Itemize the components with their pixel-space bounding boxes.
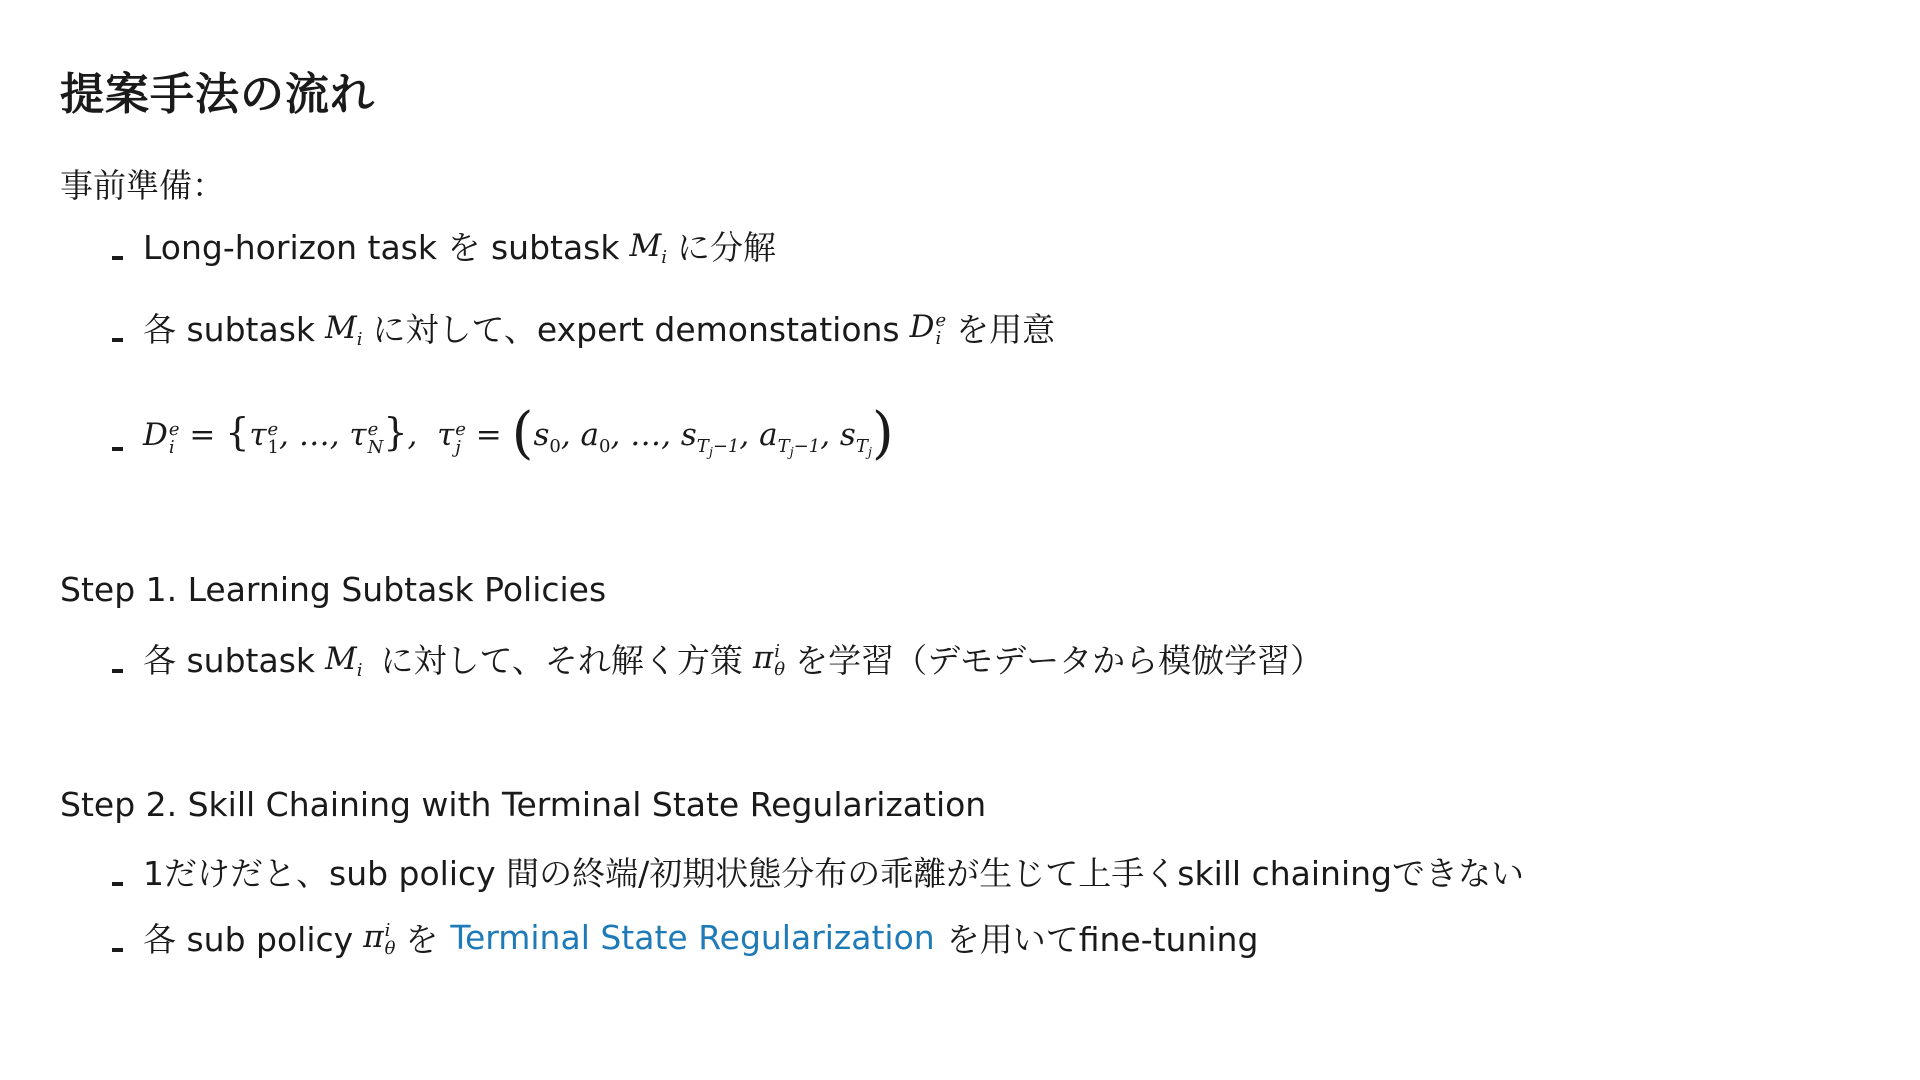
step2-bullet-2-post: を用いてfine-tuning <box>946 920 1259 959</box>
step2-bullet-2 <box>112 914 1258 961</box>
step1-bullet-1-post: を学習（デモデータから模倣学習） <box>795 641 1324 680</box>
prep-bullet-3 <box>112 401 904 469</box>
step1-bullet-1-pre: 各 subtask <box>143 641 316 680</box>
prep-bullet-2-post: を用意 <box>956 310 1056 349</box>
prep-bullet-2-pre: 各 subtask <box>143 310 316 349</box>
prep-bullet-2-mid: に対して、expert demonstations <box>372 310 900 349</box>
dash-icon <box>112 447 123 451</box>
dash-icon <box>112 882 123 886</box>
math-demo-D: D e i <box>909 308 947 350</box>
dash-icon <box>112 338 123 342</box>
step2-bullet-2-mid: を <box>405 920 439 959</box>
prep-bullet-2 <box>112 304 1055 351</box>
prep-bullet-1-post: に分解 <box>677 228 777 267</box>
step1-heading: Step 1. Learning Subtask Policies <box>60 570 607 609</box>
step2-bullet-1 <box>112 848 1524 895</box>
prep-bullet-1-pre: Long-horizon task を subtask <box>143 228 620 267</box>
step1-bullet-1-mid: に対して、それ解く方策 <box>380 641 743 680</box>
dash-icon <box>112 948 123 952</box>
math-policy-pi: π i θ <box>752 639 786 681</box>
math-subtask-M: $M_i$ <box>325 309 363 350</box>
prep-bullet-1 <box>112 222 776 269</box>
slide-title: 提案手法の流れ <box>60 69 375 120</box>
math-subtask-M: $M_i$ <box>629 227 668 268</box>
math-policy-pi: π i θ <box>363 918 396 960</box>
math-subtask-M: $M_i$ <box>325 640 363 681</box>
step2-heading: Step 2. Skill Chaining with Terminal State Regularization <box>60 785 987 824</box>
dash-icon <box>112 669 123 673</box>
math-equation: D e i = {τ e 1 , …, τ e N }, τ e j = ($s_0$, $a_0$, …, $s_{T_j-1}$, $a_{T_j-1}$, $s_{T_j}$) <box>143 401 894 466</box>
prep-heading: 事前準備： <box>60 166 225 205</box>
step2-bullet-2-pre: 各 sub policy <box>143 920 354 959</box>
terminal-state-regularization-link[interactable]: Terminal State Regularization <box>450 918 935 957</box>
dash-icon <box>112 256 123 260</box>
step2-bullet-1-text: 1だけだと、sub policy 間の終端/初期状態分布の乖離が生じて上手くskill chainingできない <box>143 854 1524 893</box>
step1-bullet-1 <box>112 635 1323 682</box>
